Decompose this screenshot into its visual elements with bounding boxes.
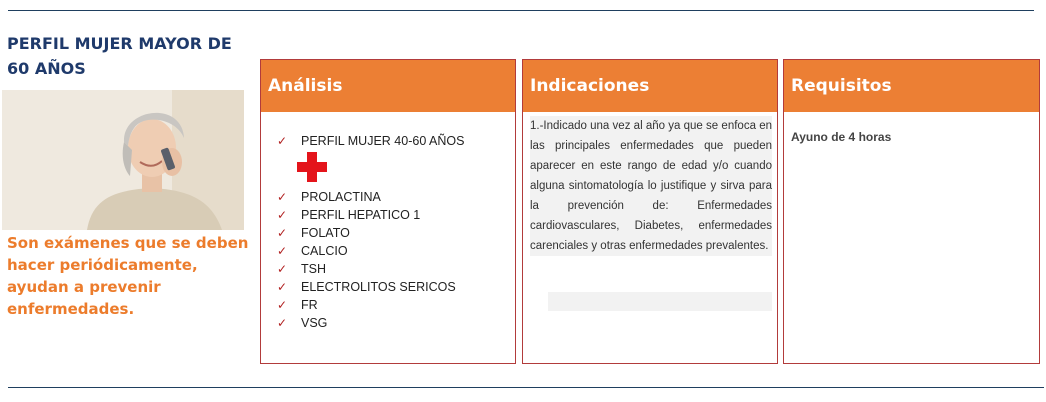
check-icon: ✓ bbox=[277, 134, 288, 148]
list-item bbox=[277, 224, 464, 242]
requisitos-text: Ayuno de 4 horas bbox=[791, 130, 892, 144]
check-icon: ✓ bbox=[277, 280, 288, 294]
list-item bbox=[277, 260, 464, 278]
list-item bbox=[277, 314, 464, 332]
list-item bbox=[277, 296, 464, 314]
check-icon: ✓ bbox=[277, 298, 288, 312]
check-icon: ✓ bbox=[277, 244, 288, 258]
empty-text-row bbox=[548, 292, 772, 311]
page-title: PERFIL MUJER MAYOR DE 60 AÑOS bbox=[7, 34, 232, 78]
analisis-card bbox=[260, 59, 516, 364]
list-item bbox=[277, 206, 464, 224]
list-item-label: PROLACTINA bbox=[301, 190, 381, 204]
indicaciones-header: Indicaciones bbox=[523, 60, 777, 112]
list-item-label: FOLATO bbox=[301, 226, 350, 240]
list-item-label: VSG bbox=[301, 316, 328, 330]
list-item-label: FR bbox=[301, 298, 318, 312]
list-item-label: ELECTROLITOS SERICOS bbox=[301, 280, 456, 294]
list-item-label: TSH bbox=[301, 262, 326, 276]
indicaciones-text: 1.-Indicado una vez al año ya que se enfoca en las principales enfermedades que pueden aparecer en este rango de edad y/o cuando alguna sintomatología lo justifique y sirva para la prevención de: Enfermedades cardiovasculares, Diabetes, enfermedades carenciales y otras enfermedades prevalentes. bbox=[530, 116, 772, 256]
list-item bbox=[277, 188, 464, 206]
list-item bbox=[277, 132, 464, 150]
red-plus-icon bbox=[297, 152, 327, 182]
check-icon: ✓ bbox=[277, 190, 288, 204]
list-item bbox=[277, 242, 464, 260]
list-item bbox=[277, 278, 464, 296]
indicaciones-card bbox=[522, 59, 778, 364]
bottom-divider bbox=[8, 387, 1044, 388]
check-icon: ✓ bbox=[277, 262, 288, 276]
check-icon: ✓ bbox=[277, 226, 288, 240]
woman-on-phone-photo bbox=[2, 90, 244, 230]
top-divider bbox=[8, 10, 1034, 11]
list-item-label: PERFIL HEPATICO 1 bbox=[301, 208, 421, 222]
tagline: Son exámenes que se deben hacer periódicamente, ayudan a prevenir enfermedades. bbox=[7, 234, 249, 318]
requisitos-header: Requisitos bbox=[784, 60, 1039, 112]
list-item-label: CALCIO bbox=[301, 244, 348, 258]
list-item-label: PERFIL MUJER 40-60 AÑOS bbox=[301, 134, 465, 148]
check-icon: ✓ bbox=[277, 316, 288, 330]
check-icon: ✓ bbox=[277, 208, 288, 222]
requisitos-card bbox=[783, 59, 1040, 364]
analisis-header: Análisis bbox=[261, 60, 515, 112]
